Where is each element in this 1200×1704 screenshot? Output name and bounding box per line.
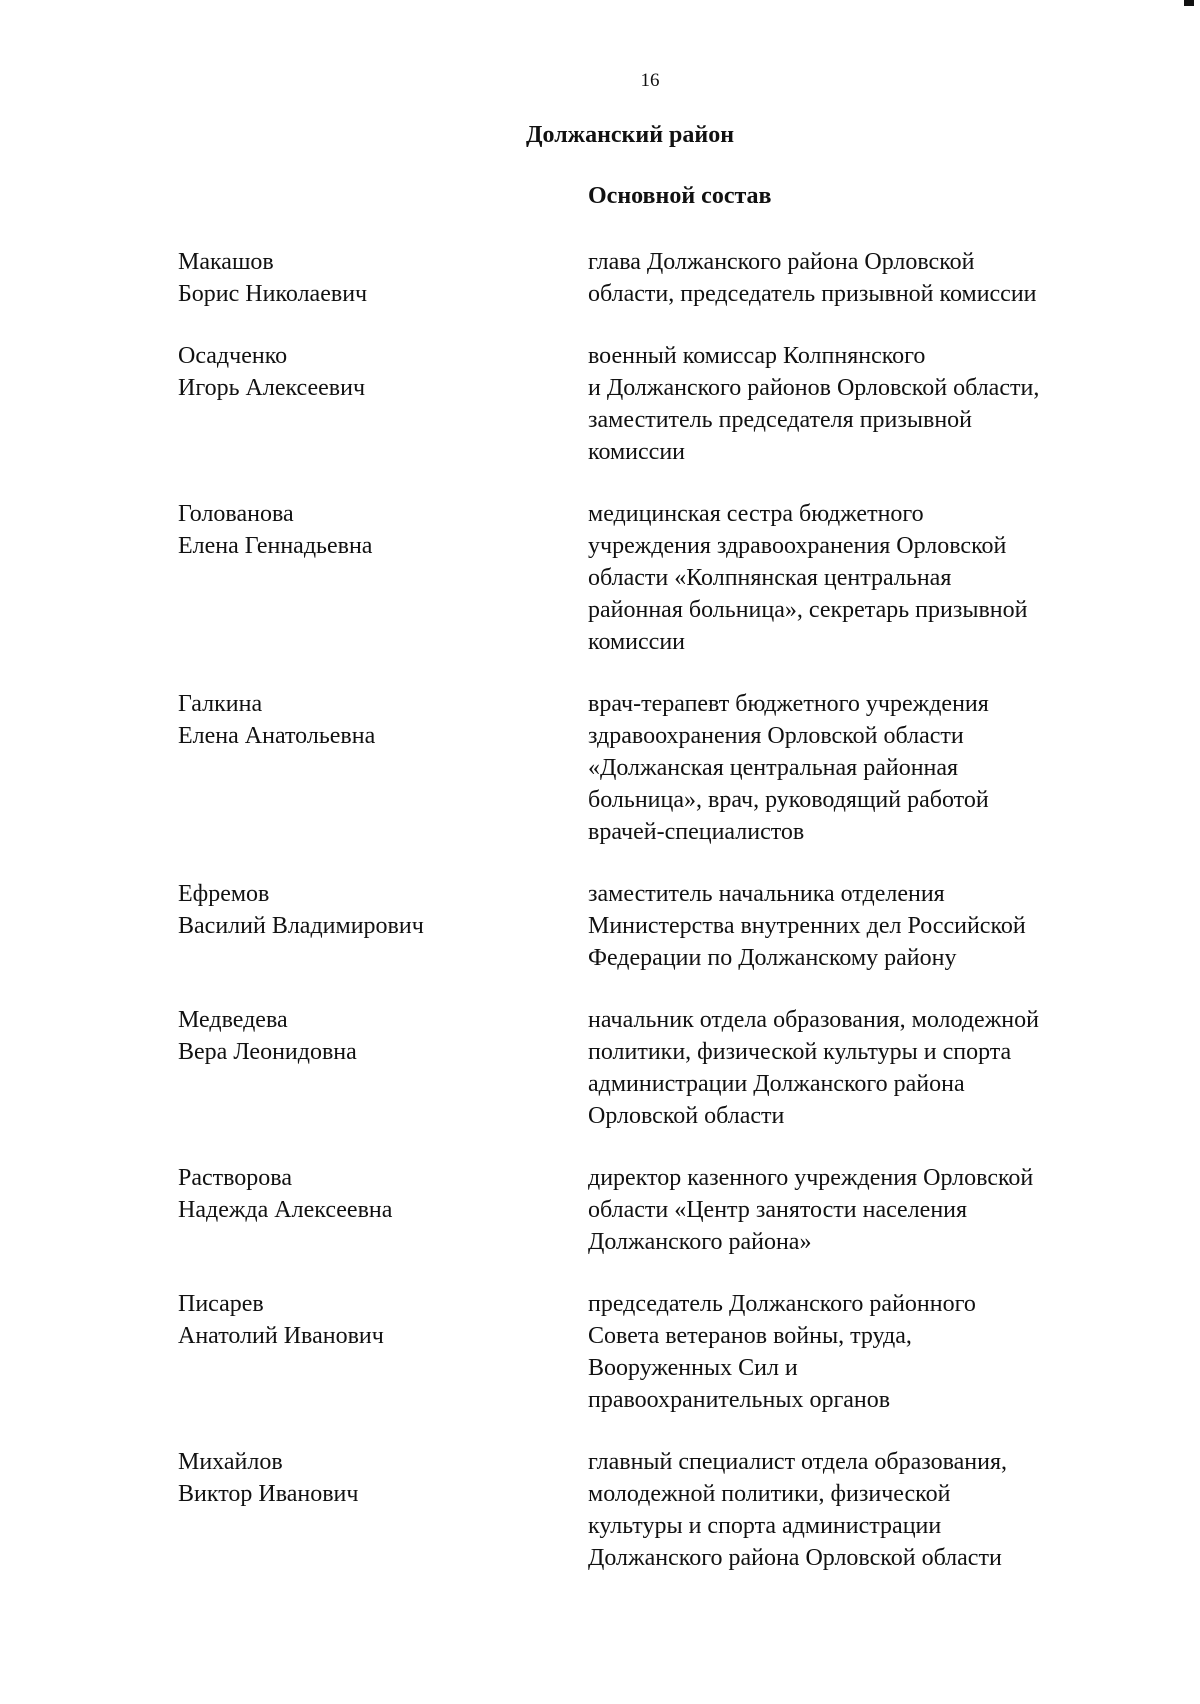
member-entry: [0, 1004, 1200, 1132]
scan-corner-mark: [1184, 0, 1194, 6]
member-name: [178, 340, 558, 404]
member-role: глава Должанского района Орловской области, председатель призывной комиссии: [588, 249, 1037, 307]
member-role: председатель Должанского районного Совета ветеранов войны, труда, Вооруженных Сил и правоохранительных органов: [588, 1291, 976, 1413]
member-surname: Голованова: [178, 501, 294, 527]
member-entry: [0, 340, 1200, 468]
member-given-names: Елена Анатольевна: [178, 723, 376, 749]
member-given-names: Вера Леонидовна: [178, 1039, 357, 1065]
member-entry: [0, 878, 1200, 974]
member-name: [178, 878, 558, 942]
member-name: [178, 1004, 558, 1068]
member-given-names: Василий Владимирович: [178, 913, 424, 939]
member-given-names: Елена Геннадьевна: [178, 533, 373, 559]
member-role: главный специалист отдела образования, молодежной политики, физической культуры и спорта администрации Должанского района Орловской области: [588, 1449, 1008, 1571]
member-entry: [0, 1288, 1200, 1416]
member-entry: [0, 498, 1200, 658]
member-given-names: Борис Николаевич: [178, 281, 368, 307]
member-name: [178, 498, 558, 562]
page-number: 16: [640, 70, 660, 91]
member-role: врач-терапевт бюджетного учреждения здравоохранения Орловской области «Должанская центральная районная больница», врач, руководящий работой врачей-специалистов: [588, 691, 989, 845]
member-given-names: Анатолий Иванович: [178, 1323, 384, 1349]
member-given-names: Надежда Алексеевна: [178, 1197, 393, 1223]
member-role: заместитель начальника отделения Министерства внутренних дел Российской Федерации по Должанскому району: [588, 881, 1026, 971]
member-surname: Писарев: [178, 1291, 264, 1317]
district-title: Должанский район: [526, 122, 735, 148]
member-role: военный комиссар Колпнянского и Должанского районов Орловской области, заместитель председателя призывной комиссии: [588, 343, 1040, 465]
member-surname: Ефремов: [178, 881, 270, 907]
member-name: [178, 1288, 558, 1352]
member-surname: Медведева: [178, 1007, 288, 1033]
member-name: [178, 688, 558, 752]
member-entry: [0, 246, 1200, 310]
member-role: медицинская сестра бюджетного учреждения здравоохранения Орловской области «Колпнянская центральная районная больница», секретарь призывной комиссии: [588, 501, 1028, 655]
member-surname: Макашов: [178, 249, 274, 275]
member-given-names: Виктор Иванович: [178, 1481, 359, 1507]
member-entry: [0, 1162, 1200, 1258]
member-name: [178, 1446, 558, 1510]
member-surname: Михайлов: [178, 1449, 283, 1475]
member-role: начальник отдела образования, молодежной политики, физической культуры и спорта администрации Должанского района Орловской области: [588, 1007, 1039, 1129]
members-list: [0, 246, 1200, 1604]
section-title: Основной состав: [588, 183, 772, 209]
member-entry: [0, 688, 1200, 848]
member-entry: [0, 1446, 1200, 1574]
member-surname: Осадченко: [178, 343, 288, 369]
member-role: директор казенного учреждения Орловской области «Центр занятости населения Должанского района»: [588, 1165, 1034, 1255]
member-given-names: Игорь Алексеевич: [178, 375, 366, 401]
member-surname: Растворова: [178, 1165, 292, 1191]
member-name: [178, 246, 558, 310]
member-name: [178, 1162, 558, 1226]
member-surname: Галкина: [178, 691, 263, 717]
